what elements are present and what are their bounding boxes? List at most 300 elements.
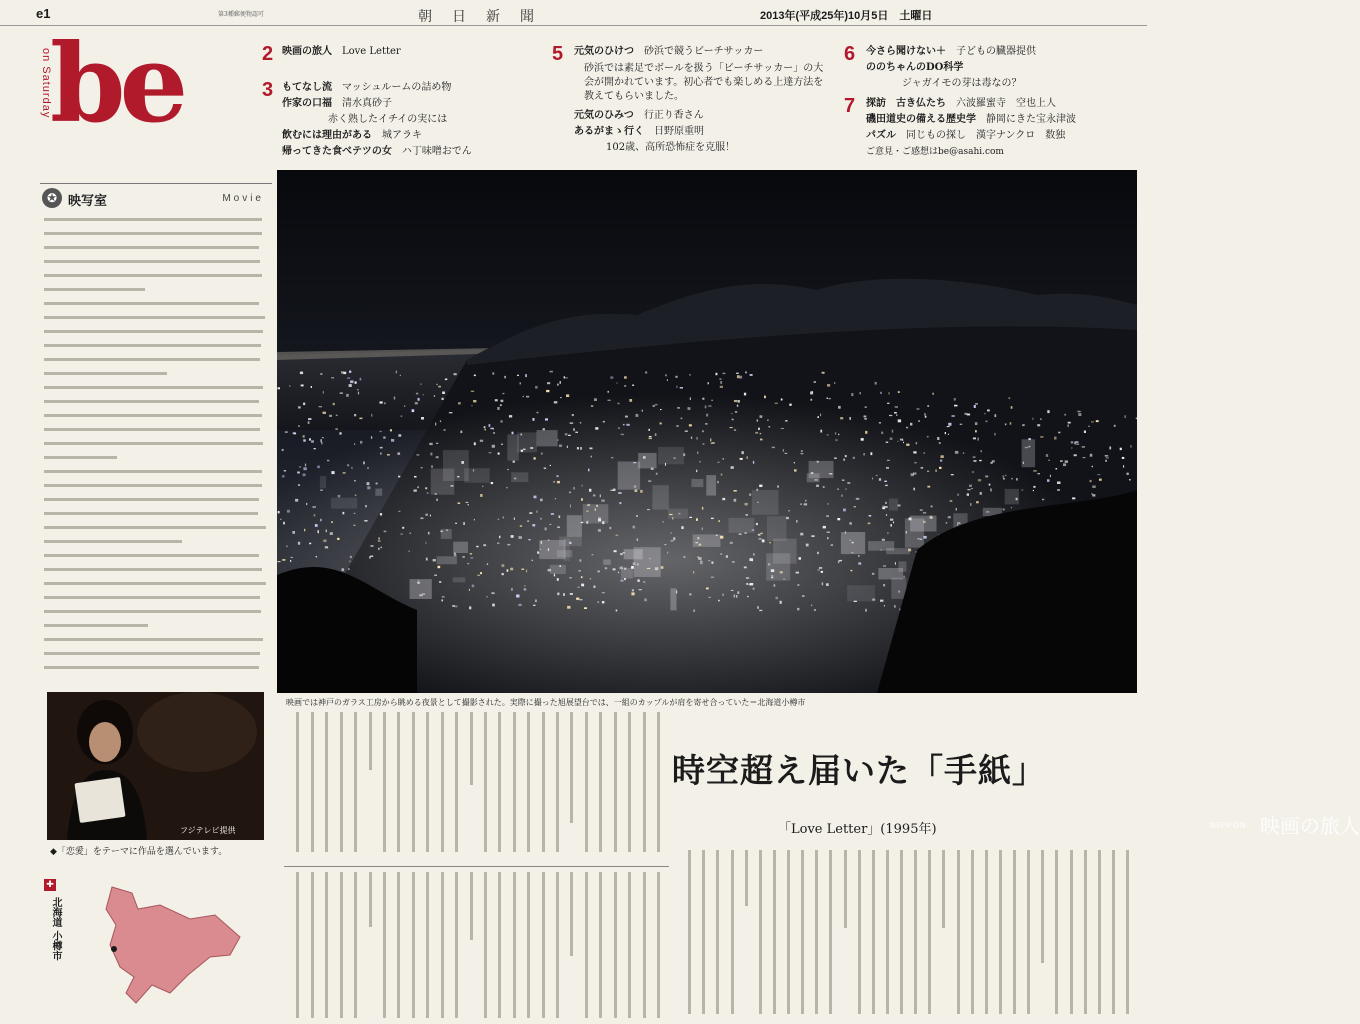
city-light <box>280 519 281 520</box>
city-light <box>661 566 664 569</box>
index-item-note: ジャガイモの芽は毒なの？ <box>902 78 1022 89</box>
index-item[interactable]: 元気のひけつ 砂浜で競うビーチサッカー <box>574 46 764 57</box>
city-light <box>1074 442 1076 445</box>
series-brand: NIPPON <box>1210 821 1247 830</box>
index-item[interactable]: あるがまゝ行く 日野原重明 <box>574 126 704 137</box>
city-light <box>845 455 847 457</box>
city-light <box>370 545 373 547</box>
city-light <box>924 452 925 454</box>
city-light <box>783 449 784 452</box>
city-light <box>524 588 527 590</box>
city-light <box>1037 473 1040 474</box>
city-light <box>1090 480 1092 482</box>
city-light <box>794 462 795 463</box>
city-light <box>1092 466 1093 467</box>
city-light <box>1092 494 1095 496</box>
city-light <box>994 433 995 436</box>
text-line <box>44 666 259 669</box>
city-light <box>746 577 749 578</box>
vertical-text-line <box>556 712 559 852</box>
city-light <box>935 469 937 472</box>
city-light <box>906 444 909 446</box>
city-light <box>789 404 791 406</box>
city-light <box>1114 425 1116 427</box>
city-light <box>383 437 385 439</box>
vertical-text-line <box>498 712 501 852</box>
city-light <box>397 452 400 455</box>
city-light <box>896 414 897 416</box>
building <box>621 568 633 579</box>
city-light <box>1005 475 1007 476</box>
city-light <box>443 429 445 431</box>
city-light <box>1047 479 1050 482</box>
text-line <box>44 260 260 263</box>
city-light <box>442 398 444 400</box>
city-light <box>309 438 311 440</box>
city-light <box>292 531 295 534</box>
city-light <box>593 495 596 497</box>
city-light <box>1011 478 1012 479</box>
city-light <box>735 411 737 412</box>
vertical-text-line <box>470 872 473 940</box>
city-light <box>737 400 740 403</box>
vertical-text-line <box>1084 850 1087 1014</box>
city-light <box>616 383 617 384</box>
city-light <box>720 553 722 555</box>
city-light <box>872 573 875 575</box>
city-light <box>323 540 326 543</box>
building <box>693 534 721 547</box>
city-light <box>828 503 829 505</box>
index-item[interactable]: 元気のひみつ 行正り香さん <box>574 110 704 121</box>
city-light <box>834 458 837 459</box>
city-light <box>304 529 305 532</box>
city-light <box>320 439 322 442</box>
vertical-text-line <box>455 712 458 852</box>
city-light <box>1097 474 1100 475</box>
city-light <box>987 410 990 412</box>
city-light <box>381 547 383 548</box>
city-light <box>689 593 691 595</box>
city-light <box>710 439 711 442</box>
city-light <box>1064 414 1066 416</box>
city-light <box>314 514 316 516</box>
city-light <box>822 372 825 374</box>
city-light <box>540 499 543 502</box>
city-light <box>305 464 306 467</box>
city-light <box>605 567 608 569</box>
city-light <box>420 383 421 385</box>
city-light <box>747 596 748 597</box>
city-light <box>563 593 565 596</box>
city-light <box>618 428 620 429</box>
city-light <box>570 505 571 508</box>
city-light <box>898 419 901 422</box>
city-light <box>918 420 919 422</box>
city-light <box>1067 424 1069 427</box>
city-light <box>512 432 514 435</box>
building <box>868 541 894 551</box>
vertical-text-line <box>886 850 889 1014</box>
city-light <box>665 374 667 376</box>
text-line <box>44 386 263 389</box>
city-light <box>875 382 877 385</box>
city-light <box>781 399 783 401</box>
building <box>691 479 703 487</box>
map-label: 北海道 小樽市 <box>50 897 61 961</box>
city-light <box>851 393 853 396</box>
city-light <box>537 412 539 414</box>
city-light <box>948 423 951 426</box>
city-light <box>319 406 322 407</box>
city-light <box>927 436 929 438</box>
city-light <box>360 378 362 381</box>
city-light <box>498 519 499 520</box>
vertical-text-line <box>745 850 748 906</box>
index-item[interactable]: もてなし流 マッシュルームの詰め物 <box>282 82 452 93</box>
city-light <box>913 488 915 491</box>
column-header <box>42 188 272 210</box>
city-light <box>331 471 334 474</box>
city-light <box>797 608 800 610</box>
city-light <box>839 560 842 561</box>
text-line <box>44 526 266 529</box>
city-light <box>840 417 843 419</box>
text-line <box>44 400 259 403</box>
index-item[interactable]: 今さら聞けない＋ 子どもの臓器提供 <box>866 46 1036 57</box>
city-light <box>670 533 671 534</box>
city-light <box>697 437 698 440</box>
city-light <box>906 427 908 429</box>
vertical-text-line <box>542 712 545 852</box>
vertical-text-line <box>426 872 429 1018</box>
city-light <box>796 572 799 574</box>
city-light <box>681 526 683 529</box>
vertical-text-line <box>484 872 487 1018</box>
city-light <box>939 442 941 444</box>
city-light <box>632 589 634 591</box>
vertical-text-line <box>716 850 719 1014</box>
vertical-text-line <box>872 850 875 1014</box>
city-light <box>415 402 418 404</box>
city-light <box>340 392 343 394</box>
city-light <box>445 379 447 381</box>
city-light <box>700 562 703 564</box>
vertical-text-line <box>1055 850 1058 1014</box>
city-light <box>557 593 559 596</box>
city-light <box>740 458 743 460</box>
city-light <box>954 398 956 401</box>
vertical-text-line <box>688 850 691 1014</box>
city-light <box>698 557 701 560</box>
building <box>752 490 779 515</box>
building <box>507 434 519 460</box>
city-light <box>360 441 362 444</box>
city-light <box>436 456 439 458</box>
city-light <box>838 434 839 435</box>
city-light <box>975 430 977 432</box>
city-light <box>380 431 382 432</box>
city-light <box>818 569 821 570</box>
city-light <box>287 510 290 513</box>
city-light <box>618 572 619 573</box>
city-light <box>567 606 570 609</box>
city-light <box>504 376 505 378</box>
text-line <box>44 372 167 375</box>
city-light <box>626 424 630 426</box>
city-light <box>882 539 885 541</box>
city-light <box>311 440 314 443</box>
index-item[interactable]: パズル 同じもの探し 漢字ナンクロ 数独 <box>866 130 1066 141</box>
city-light <box>290 560 291 562</box>
city-light <box>1063 463 1066 466</box>
city-light <box>544 468 546 470</box>
city-light <box>343 512 345 514</box>
city-light <box>927 486 930 488</box>
city-light <box>842 480 845 481</box>
index-page-number: 7 <box>844 95 856 117</box>
city-light <box>417 454 420 455</box>
city-light <box>569 577 571 579</box>
text-line <box>44 316 265 319</box>
city-light <box>493 432 495 433</box>
city-light <box>653 405 656 407</box>
index-item[interactable]: 飲むには理由がある 城アラキ <box>282 130 422 141</box>
city-light <box>829 398 831 399</box>
city-light <box>331 377 334 379</box>
city-light <box>291 557 294 558</box>
city-light <box>885 485 888 486</box>
vertical-text-line <box>914 850 917 1014</box>
building <box>517 432 537 452</box>
city-light <box>438 566 441 568</box>
city-light <box>975 422 978 425</box>
city-light <box>595 427 598 429</box>
city-light <box>454 373 457 375</box>
city-light <box>611 490 614 491</box>
building <box>453 577 466 582</box>
vertical-text-line <box>570 872 573 956</box>
city-light <box>1084 431 1086 434</box>
city-light <box>480 572 482 574</box>
city-light <box>785 420 788 421</box>
city-light <box>500 420 503 422</box>
city-light <box>925 416 927 418</box>
city-light <box>471 405 472 406</box>
city-light <box>540 518 542 520</box>
city-light <box>499 536 500 539</box>
city-light <box>823 486 825 488</box>
photo-caption: 映画では神戸のガラス工房から眺める夜景として撮影された。実際に撮った旭展望台では、一組のカップルが肩を寄せ合っていた＝北海道小樽市 <box>286 698 806 707</box>
city-light <box>476 546 478 548</box>
city-light <box>577 447 579 449</box>
city-light <box>320 373 322 375</box>
city-light <box>1072 497 1075 499</box>
city-light <box>1123 465 1124 468</box>
city-light <box>314 448 316 449</box>
vertical-text-line <box>441 712 444 852</box>
city-light <box>359 418 362 420</box>
city-light <box>1127 473 1129 475</box>
city-light <box>1033 490 1034 491</box>
city-light <box>760 415 763 418</box>
building <box>841 532 865 554</box>
vertical-text-line <box>942 850 945 928</box>
city-light <box>560 397 562 398</box>
city-light <box>1011 507 1012 508</box>
city-light <box>916 442 918 444</box>
city-light <box>502 564 505 567</box>
city-light <box>301 385 304 387</box>
city-light <box>892 430 893 433</box>
city-light <box>932 393 934 395</box>
city-light <box>297 472 300 474</box>
vertical-text-line <box>599 712 602 852</box>
city-light <box>834 383 835 384</box>
city-light <box>739 533 742 535</box>
city-light <box>442 392 445 395</box>
city-light <box>649 438 652 440</box>
city-light <box>799 557 802 560</box>
vertical-text-line <box>542 872 545 1018</box>
city-light <box>1046 454 1048 457</box>
text-line <box>44 624 148 627</box>
city-light <box>986 421 988 423</box>
city-light <box>483 544 486 546</box>
city-light <box>888 392 889 394</box>
city-light <box>897 441 898 442</box>
vertical-text-line <box>900 850 903 1014</box>
city-light <box>753 554 754 556</box>
city-light <box>438 386 441 388</box>
index-item[interactable]: 磯田道史の備える歴史学 静岡にきた宝永津波 <box>866 114 1076 125</box>
city-light <box>708 382 709 384</box>
city-light <box>536 511 537 513</box>
building <box>410 579 432 599</box>
city-light <box>421 417 424 420</box>
city-light <box>1040 418 1041 420</box>
text-line <box>44 582 266 585</box>
city-light <box>644 599 647 602</box>
city-light <box>1033 486 1035 488</box>
city-light <box>746 514 749 515</box>
city-light <box>865 407 867 408</box>
city-light <box>775 403 778 404</box>
city-light <box>800 533 803 536</box>
city-light <box>811 391 813 393</box>
vertical-text-line <box>498 872 501 1018</box>
city-light <box>720 536 723 539</box>
city-light <box>885 506 888 508</box>
city-light <box>489 424 491 427</box>
index-item[interactable]: 映画の旅人 Love Letter <box>282 46 401 57</box>
vertical-text-line <box>527 872 530 1018</box>
city-light <box>354 525 356 526</box>
city-light <box>299 466 301 467</box>
city-light <box>282 559 285 561</box>
city-light <box>482 486 483 487</box>
article-body-lower <box>284 872 669 1018</box>
vertical-text-line <box>801 850 804 1014</box>
city-light <box>557 481 560 483</box>
city-light <box>1065 460 1068 463</box>
city-light <box>427 493 429 494</box>
city-light <box>864 416 867 418</box>
city-light <box>629 399 632 402</box>
city-light <box>822 582 823 585</box>
city-light <box>474 375 476 377</box>
city-light <box>952 415 955 417</box>
city-light <box>308 418 311 420</box>
text-line <box>44 540 182 543</box>
city-light <box>663 521 664 522</box>
vertical-text-line <box>412 872 415 1018</box>
vertical-text-line <box>657 712 660 852</box>
city-light <box>894 605 895 608</box>
city-light <box>851 570 853 571</box>
city-light <box>676 386 677 388</box>
index-item[interactable]: 探訪 古き仏たち 六波羅蜜寺 空也上人 <box>866 98 1056 109</box>
city-light <box>1105 455 1109 457</box>
city-light <box>976 501 979 503</box>
still-caption: ◆「恋愛」をテーマに作品を選んでいます。 <box>50 847 228 857</box>
city-light <box>573 428 574 431</box>
text-line <box>44 358 260 361</box>
city-light <box>940 460 942 462</box>
city-light <box>614 550 617 552</box>
index-item[interactable]: 帰ってきた食べテツの女 ハ丁味噌おでん <box>282 146 472 157</box>
city-light <box>355 381 357 383</box>
city-light <box>1074 454 1077 456</box>
text-line <box>44 610 261 613</box>
city-light <box>545 528 547 531</box>
city-light <box>667 552 668 554</box>
city-light <box>865 609 867 612</box>
city-light <box>534 496 537 499</box>
city-light <box>835 432 836 434</box>
city-light <box>890 438 893 440</box>
city-light <box>950 500 953 501</box>
city-light <box>354 513 356 514</box>
city-light <box>638 579 640 582</box>
city-light <box>591 456 592 458</box>
city-light <box>364 520 367 522</box>
city-light <box>519 536 522 539</box>
city-light <box>1092 485 1095 488</box>
city-light <box>723 458 725 460</box>
city-light <box>357 389 358 390</box>
feedback-email[interactable]: ご意見・ご感想はbe@asahi.com <box>866 147 1004 157</box>
city-light <box>303 403 305 406</box>
city-light <box>947 426 950 427</box>
city-light <box>1003 478 1004 480</box>
city-light <box>589 448 592 450</box>
city-light <box>732 419 734 421</box>
index-item[interactable]: ののちゃんのDO科学 <box>866 62 964 73</box>
vertical-text-line <box>296 872 299 1018</box>
city-light <box>312 506 316 508</box>
city-light <box>827 537 829 539</box>
city-light <box>1099 479 1102 481</box>
city-light <box>349 384 352 387</box>
city-light <box>321 442 322 445</box>
vertical-text-line <box>412 712 415 852</box>
city-light <box>590 578 591 579</box>
city-light <box>772 447 775 448</box>
city-light <box>753 588 755 590</box>
city-light <box>884 605 885 606</box>
index-item[interactable]: 作家の口福 清水真砂子 <box>282 98 392 109</box>
